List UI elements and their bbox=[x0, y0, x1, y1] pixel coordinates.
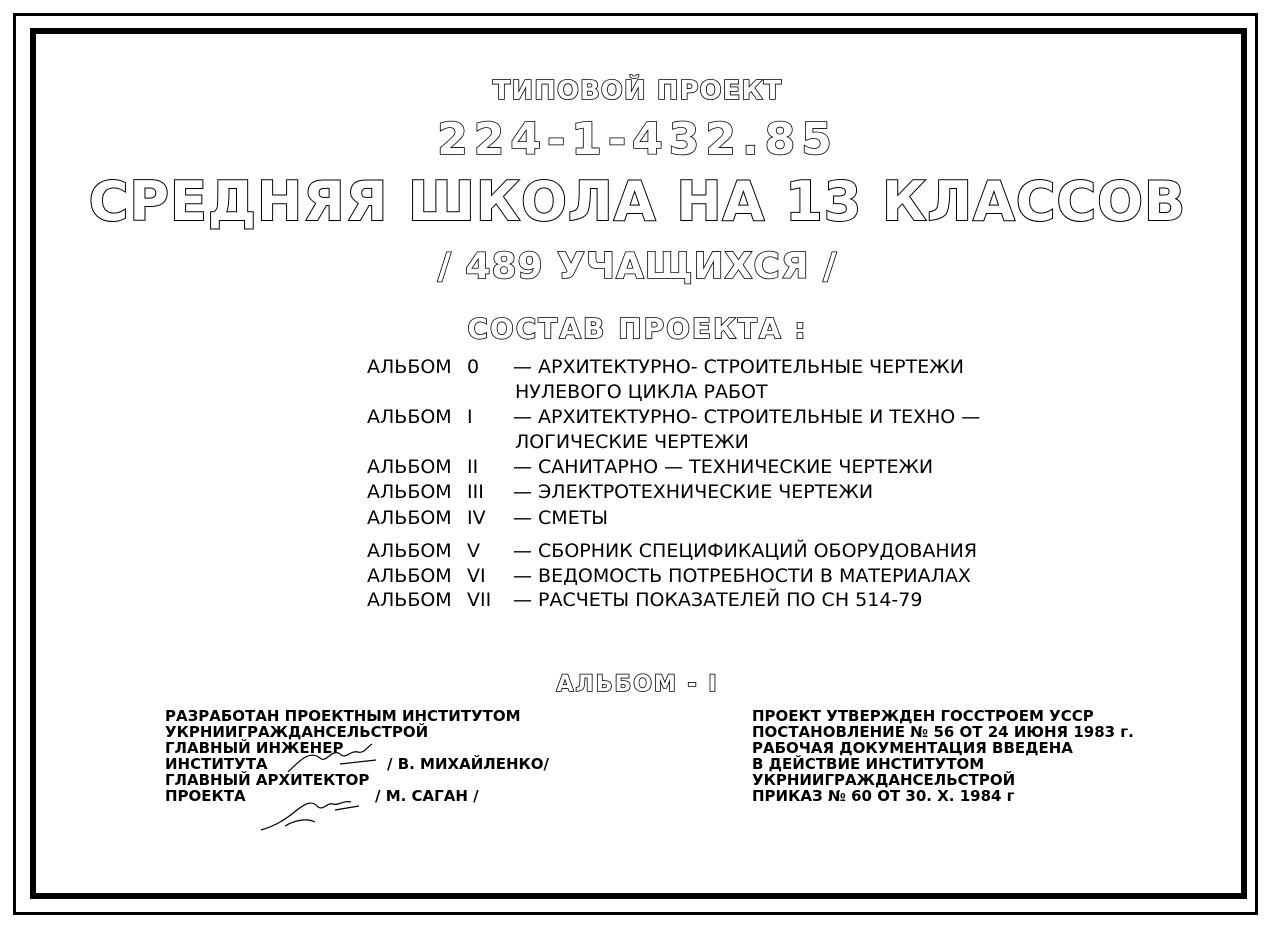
approval-line: ПРИКАЗ № 60 ОТ 30. X. 1984 г bbox=[752, 787, 1015, 805]
developer-line: РАЗРАБОТАН ПРОЕКТНЫМ ИНСТИТУТОМ bbox=[165, 707, 521, 725]
album-description: — АРХИТЕКТУРНО- СТРОИТЕЛЬНЫЕ И ТЕХНО — bbox=[513, 406, 981, 428]
album-label: АЛЬБОМ bbox=[367, 481, 452, 503]
album-number: V bbox=[467, 540, 480, 562]
developer-line: ГЛАВНЫЙ АРХИТЕКТОР bbox=[165, 771, 370, 789]
developer-line: УКРНИИГРАЖДАНСЕЛЬСТРОЙ bbox=[165, 723, 429, 741]
album-number: II bbox=[467, 456, 479, 478]
approval-line: ПРОЕКТ УТВЕРЖДЕН ГОССТРОЕМ УССР bbox=[752, 707, 1094, 725]
album-label: АЛЬБОМ bbox=[367, 507, 452, 529]
album-description: — САНИТАРНО — ТЕХНИЧЕСКИЕ ЧЕРТЕЖИ bbox=[513, 456, 934, 478]
page-title: СРЕДНЯЯ ШКОЛА НА 13 КЛАССОВ bbox=[88, 170, 1187, 233]
album-description-cont: ЛОГИЧЕСКИЕ ЧЕРТЕЖИ bbox=[515, 431, 749, 453]
approval-line: ПОСТАНОВЛЕНИЕ № 56 ОТ 24 ИЮНЯ 1983 г. bbox=[752, 723, 1134, 741]
developer-line: ГЛАВНЫЙ ИНЖЕНЕР bbox=[165, 739, 344, 757]
type-label: ТИПОВОЙ ПРОЕКТ bbox=[492, 76, 783, 106]
album-label: АЛЬБОМ bbox=[367, 565, 452, 587]
album-heading: АЛЬБОМ - I bbox=[556, 672, 719, 697]
project-number: 224-1-432.85 bbox=[437, 114, 838, 165]
approval-line: РАБОЧАЯ ДОКУМЕНТАЦИЯ ВВЕДЕНА bbox=[752, 739, 1073, 757]
album-description: — РАСЧЕТЫ ПОКАЗАТЕЛЕЙ ПО СН 514-79 bbox=[513, 589, 923, 611]
engineer-name: / В. МИХАЙЛЕНКО/ bbox=[387, 755, 550, 773]
album-label: АЛЬБОМ bbox=[367, 589, 452, 611]
developer-line-label: ПРОЕКТА bbox=[165, 787, 246, 805]
album-label: АЛЬБОМ bbox=[367, 456, 452, 478]
album-number: VII bbox=[467, 589, 492, 611]
developer-line-label: ИНСТИТУТА bbox=[165, 755, 268, 773]
approval-block bbox=[752, 708, 1134, 804]
album-label: АЛЬБОМ bbox=[367, 406, 452, 428]
album-description: — ВЕДОМОСТЬ ПОТРЕБНОСТИ В МАТЕРИАЛАХ bbox=[513, 565, 971, 587]
contents-heading: СОСТАВ ПРОЕКТА : bbox=[467, 312, 808, 345]
album-number: IV bbox=[467, 507, 486, 529]
album-description: — АРХИТЕКТУРНО- СТРОИТЕЛЬНЫЕ ЧЕРТЕЖИ bbox=[513, 356, 964, 378]
approval-line: УКРНИИГРАЖДАНСЕЛЬСТРОЙ bbox=[752, 771, 1016, 789]
album-number: III bbox=[467, 481, 484, 503]
engineer-signature bbox=[280, 740, 380, 780]
architect-name: / М. САГАН / bbox=[375, 787, 479, 805]
album-label: АЛЬБОМ bbox=[367, 356, 452, 378]
students-count: / 489 УЧАЩИХСЯ / bbox=[437, 246, 838, 287]
album-number: VI bbox=[467, 565, 486, 587]
album-number: I bbox=[467, 406, 473, 428]
album-description: — СМЕТЫ bbox=[513, 507, 609, 529]
album-description: — СБОРНИК СПЕЦИФИКАЦИЙ ОБОРУДОВАНИЯ bbox=[513, 540, 978, 562]
approval-line: В ДЕЙСТВИЕ ИНСТИТУТОМ bbox=[752, 755, 985, 773]
album-label: АЛЬБОМ bbox=[367, 540, 452, 562]
architect-signature bbox=[255, 790, 365, 835]
album-description: — ЭЛЕКТРОТЕХНИЧЕСКИЕ ЧЕРТЕЖИ bbox=[513, 481, 874, 503]
album-description-cont: НУЛЕВОГО ЦИКЛА РАБОТ bbox=[515, 381, 768, 403]
album-number: 0 bbox=[467, 356, 480, 378]
